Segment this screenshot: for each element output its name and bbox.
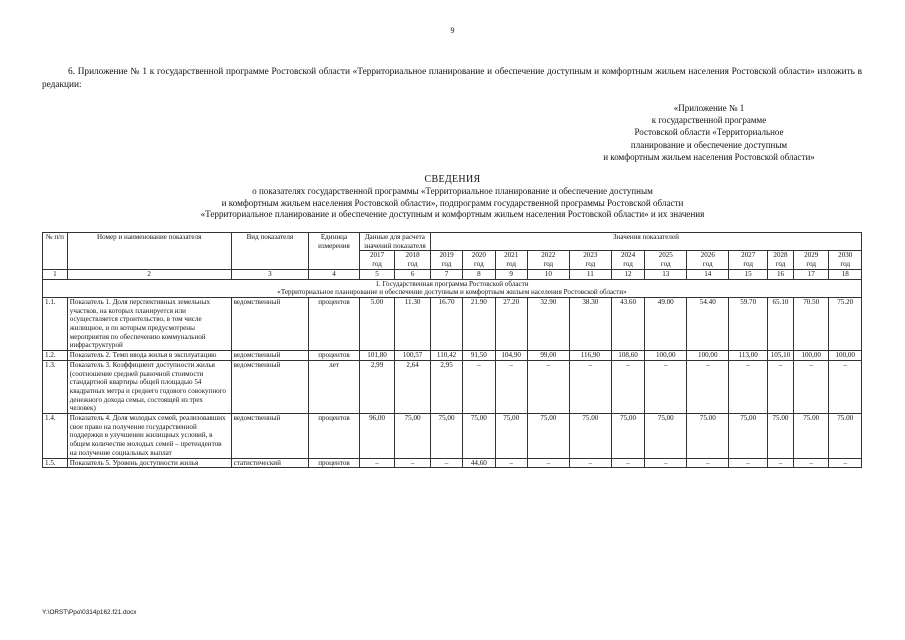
year-label: 2022 — [541, 251, 556, 260]
year-label: 2021 — [504, 251, 519, 260]
header-year — [687, 251, 729, 269]
row-value: – — [430, 458, 462, 468]
appendix-line: к государственной программе — [651, 115, 767, 126]
column-number: 7 — [430, 269, 462, 279]
row-value: 75.00 — [768, 414, 794, 459]
header-year — [729, 251, 768, 269]
row-value: 75,00 — [611, 414, 644, 459]
row-value: 75,00 — [395, 414, 431, 459]
year-label: 2020 — [471, 251, 486, 260]
row-value: – — [569, 360, 611, 413]
row-unit: процентов — [309, 458, 360, 468]
table-row — [43, 297, 862, 350]
header-year — [829, 251, 862, 269]
header-year — [611, 251, 644, 269]
year-label: 2018 — [405, 251, 420, 260]
row-value: 75.20 — [829, 297, 862, 350]
header-unit: Единица измерения — [309, 233, 360, 270]
year-word: год — [543, 260, 554, 269]
column-number: 13 — [645, 269, 687, 279]
row-value: 100,00 — [793, 351, 829, 361]
row-value: 75.00 — [569, 414, 611, 459]
row-indicator-type: ведомственный — [231, 351, 309, 361]
row-value: 21.90 — [463, 297, 495, 350]
heading-line: о показателях государственной программы «Территориальное планирование и обеспечение доступным — [252, 185, 653, 196]
row-value: – — [527, 360, 569, 413]
row-value: 43.60 — [611, 297, 644, 350]
column-number: 3 — [231, 269, 309, 279]
header-base-data: Данные для расчета значений показателя — [359, 233, 430, 251]
row-value: 75.00 — [829, 414, 862, 459]
row-value: 75,00 — [645, 414, 687, 459]
row-value: 2,95 — [430, 360, 462, 413]
year-label: 2030 — [838, 251, 853, 260]
column-number: 18 — [829, 269, 862, 279]
row-number: 1.1. — [43, 297, 68, 350]
row-value: 113,00 — [729, 351, 768, 361]
row-indicator-type: ведомственный — [231, 414, 309, 459]
row-value: – — [495, 458, 527, 468]
row-indicator-name: Показатель 5. Уровень доступности жилья — [67, 458, 231, 468]
row-value: – — [611, 458, 644, 468]
header-year — [645, 251, 687, 269]
year-word: год — [585, 260, 596, 269]
row-value: 70.50 — [793, 297, 829, 350]
row-value: 11.30 — [395, 297, 431, 350]
section-line: 1. Государственная программа Ростовской области — [375, 279, 529, 288]
row-value: 5.00 — [359, 297, 395, 350]
row-value: – — [729, 360, 768, 413]
header-type: Вид показателя — [231, 233, 309, 270]
row-indicator-name: Показатель 4. Доля молодых семей, реализовавших свое право на получение государственной поддержки в улучшении жилищных условий, в общем количестве молодых семей – претендентов на получение социальных выплат — [67, 414, 231, 459]
appendix-line: «Приложение № 1 — [673, 103, 745, 113]
heading-line: и комфортным жильем населения Ростовской области», подпрограмм государственной программы Ростовской области — [221, 197, 684, 208]
year-word: год — [407, 260, 418, 269]
row-value: – — [569, 458, 611, 468]
row-unit: процентов — [309, 351, 360, 361]
column-number: 10 — [527, 269, 569, 279]
row-unit: лет — [309, 360, 360, 413]
table-row — [43, 458, 862, 468]
row-value: 101,80 — [359, 351, 395, 361]
row-value: 2,99 — [359, 360, 395, 413]
row-value: 116,90 — [569, 351, 611, 361]
row-value: 99,00 — [527, 351, 569, 361]
year-word: год — [441, 260, 452, 269]
row-value: – — [359, 458, 395, 468]
header-year — [359, 251, 395, 269]
column-number: 2 — [67, 269, 231, 279]
header-num: № п/п — [43, 233, 68, 270]
document-heading — [0, 174, 905, 221]
appendix-line: и комфортным жильем населения Ростовской области» — [603, 151, 815, 162]
year-label: 2019 — [439, 251, 454, 260]
row-value: 105,10 — [768, 351, 794, 361]
row-value: – — [611, 360, 644, 413]
row-value: – — [793, 360, 829, 413]
indicators-table — [42, 232, 862, 468]
header-year — [569, 251, 611, 269]
section-line: «Территориальное планирование и обеспечение доступным и комфортным жильем населения Ростовской области» — [277, 288, 627, 297]
column-number: 12 — [611, 269, 644, 279]
page-number: 9 — [450, 26, 455, 35]
column-number: 15 — [729, 269, 768, 279]
header-year — [495, 251, 527, 269]
column-number: 1 — [43, 269, 68, 279]
year-label: 2029 — [804, 251, 819, 260]
row-value: 75,00 — [430, 414, 462, 459]
year-word: год — [743, 260, 754, 269]
row-value: – — [395, 458, 431, 468]
row-value: 27.20 — [495, 297, 527, 350]
row-number: 1.3. — [43, 360, 68, 413]
row-value: 104,90 — [495, 351, 527, 361]
header-name: Номер и наименование показателя — [67, 233, 231, 270]
appendix-line: Ростовской области «Территориальное — [634, 127, 784, 138]
row-value: 38.30 — [569, 297, 611, 350]
row-indicator-name: Показатель 1. Доля перспективных земельных участков, на которых планируется или осуществляется строительство, в том числе жилищное, и по которым предусмотрены мероприятия по обеспечению коммунальной инфраструктурой — [67, 297, 231, 350]
year-word: год — [506, 260, 517, 269]
section-title — [43, 279, 862, 297]
row-value: 16.70 — [430, 297, 462, 350]
year-word: год — [623, 260, 633, 269]
row-unit: процентов — [309, 414, 360, 459]
year-word: год — [372, 260, 382, 269]
row-value: – — [829, 458, 862, 468]
row-value: – — [645, 360, 687, 413]
row-value: – — [463, 360, 495, 413]
heading-line: «Территориальное планирование и обеспечение доступным и комфортным жильем населения Ростовской области» и их значения — [200, 209, 705, 220]
row-value: – — [495, 360, 527, 413]
intro-paragraph: 6. Приложение № 1 к государственной программе Ростовской области «Территориальное планирование и обеспечение доступным и комфортным жильем населения Ростовской области» изложить в редакции: — [42, 67, 862, 90]
header-year — [395, 251, 431, 269]
year-word: год — [806, 260, 817, 269]
row-value: – — [768, 458, 794, 468]
row-value: – — [645, 458, 687, 468]
header-year — [463, 251, 495, 269]
row-value: 75.00 — [687, 414, 729, 459]
year-label: 2025 — [658, 251, 673, 260]
column-number: 4 — [309, 269, 360, 279]
row-value: 75,00 — [463, 414, 495, 459]
header-year — [768, 251, 794, 269]
year-word: год — [474, 260, 484, 269]
row-value: 65.10 — [768, 297, 794, 350]
year-label: 2017 — [369, 251, 385, 260]
column-number: 8 — [463, 269, 495, 279]
file-path-footer: Y:\ORST\Ppo\0314p162.f21.docx — [42, 609, 137, 616]
table-row — [43, 360, 862, 413]
column-number: 16 — [768, 269, 794, 279]
appendix-reference — [559, 102, 859, 163]
row-value: 91,50 — [463, 351, 495, 361]
table-row — [43, 414, 862, 459]
row-value: 75,00 — [495, 414, 527, 459]
row-value: – — [768, 360, 794, 413]
row-indicator-type: ведомственный — [231, 297, 309, 350]
row-unit: процентов — [309, 297, 360, 350]
row-value: – — [687, 458, 729, 468]
year-label: 2028 — [773, 251, 788, 260]
header-year — [527, 251, 569, 269]
row-number: 1.2. — [43, 351, 68, 361]
row-value: – — [527, 458, 569, 468]
row-value: 32.90 — [527, 297, 569, 350]
header-year — [430, 251, 462, 269]
column-numbers-row — [43, 269, 862, 279]
appendix-line: планирование и обеспечение доступным — [630, 139, 788, 150]
year-word: год — [660, 260, 671, 269]
row-value: 59.70 — [729, 297, 768, 350]
section-row — [43, 279, 862, 297]
heading-title: СВЕДЕНИЯ — [424, 174, 481, 185]
row-value: 108,60 — [611, 351, 644, 361]
row-value: – — [687, 360, 729, 413]
row-value: 49.00 — [645, 297, 687, 350]
row-value: – — [729, 458, 768, 468]
year-label: 2027 — [741, 251, 756, 260]
row-value: 75,00 — [729, 414, 768, 459]
year-label: 2026 — [700, 251, 715, 260]
year-label: 2023 — [583, 251, 598, 260]
column-number: 14 — [687, 269, 729, 279]
header-values: Значения показателей — [430, 233, 861, 251]
year-word: год — [702, 260, 713, 269]
column-number: 9 — [495, 269, 527, 279]
column-number: 11 — [569, 269, 611, 279]
year-word: год — [775, 260, 786, 269]
column-number: 6 — [395, 269, 431, 279]
row-value: 100,00 — [645, 351, 687, 361]
row-value: 100,00 — [687, 351, 729, 361]
row-value: – — [793, 458, 829, 468]
year-word: год — [840, 260, 851, 269]
year-label: 2024 — [620, 251, 636, 260]
row-value: 75,00 — [527, 414, 569, 459]
row-value: 110,42 — [430, 351, 462, 361]
header-year — [793, 251, 829, 269]
row-value: 96,00 — [359, 414, 395, 459]
row-value: 100,57 — [395, 351, 431, 361]
row-value: 44,60 — [463, 458, 495, 468]
table-row — [43, 351, 862, 361]
column-number: 17 — [793, 269, 829, 279]
row-indicator-type: статистический — [231, 458, 309, 468]
header-row — [43, 233, 862, 251]
row-indicator-name: Показатель 2. Темп ввода жилья в эксплуатацию — [67, 351, 231, 361]
row-indicator-name: Показатель 3. Коэффициент доступности жилья (соотношение средней рыночной стоимости стандартной квартиры общей площадью 54 квадратных метра и среднего годового совокупного денежного дохода семьи, состоящей из трех человек) — [67, 360, 231, 413]
row-number: 1.4. — [43, 414, 68, 459]
row-number: 1.5. — [43, 458, 68, 468]
row-value: 75.00 — [793, 414, 829, 459]
column-number: 5 — [359, 269, 395, 279]
row-value: 54.40 — [687, 297, 729, 350]
row-value: 2,64 — [395, 360, 431, 413]
row-value: 100,00 — [829, 351, 862, 361]
row-value: – — [829, 360, 862, 413]
row-indicator-type: ведомственный — [231, 360, 309, 413]
